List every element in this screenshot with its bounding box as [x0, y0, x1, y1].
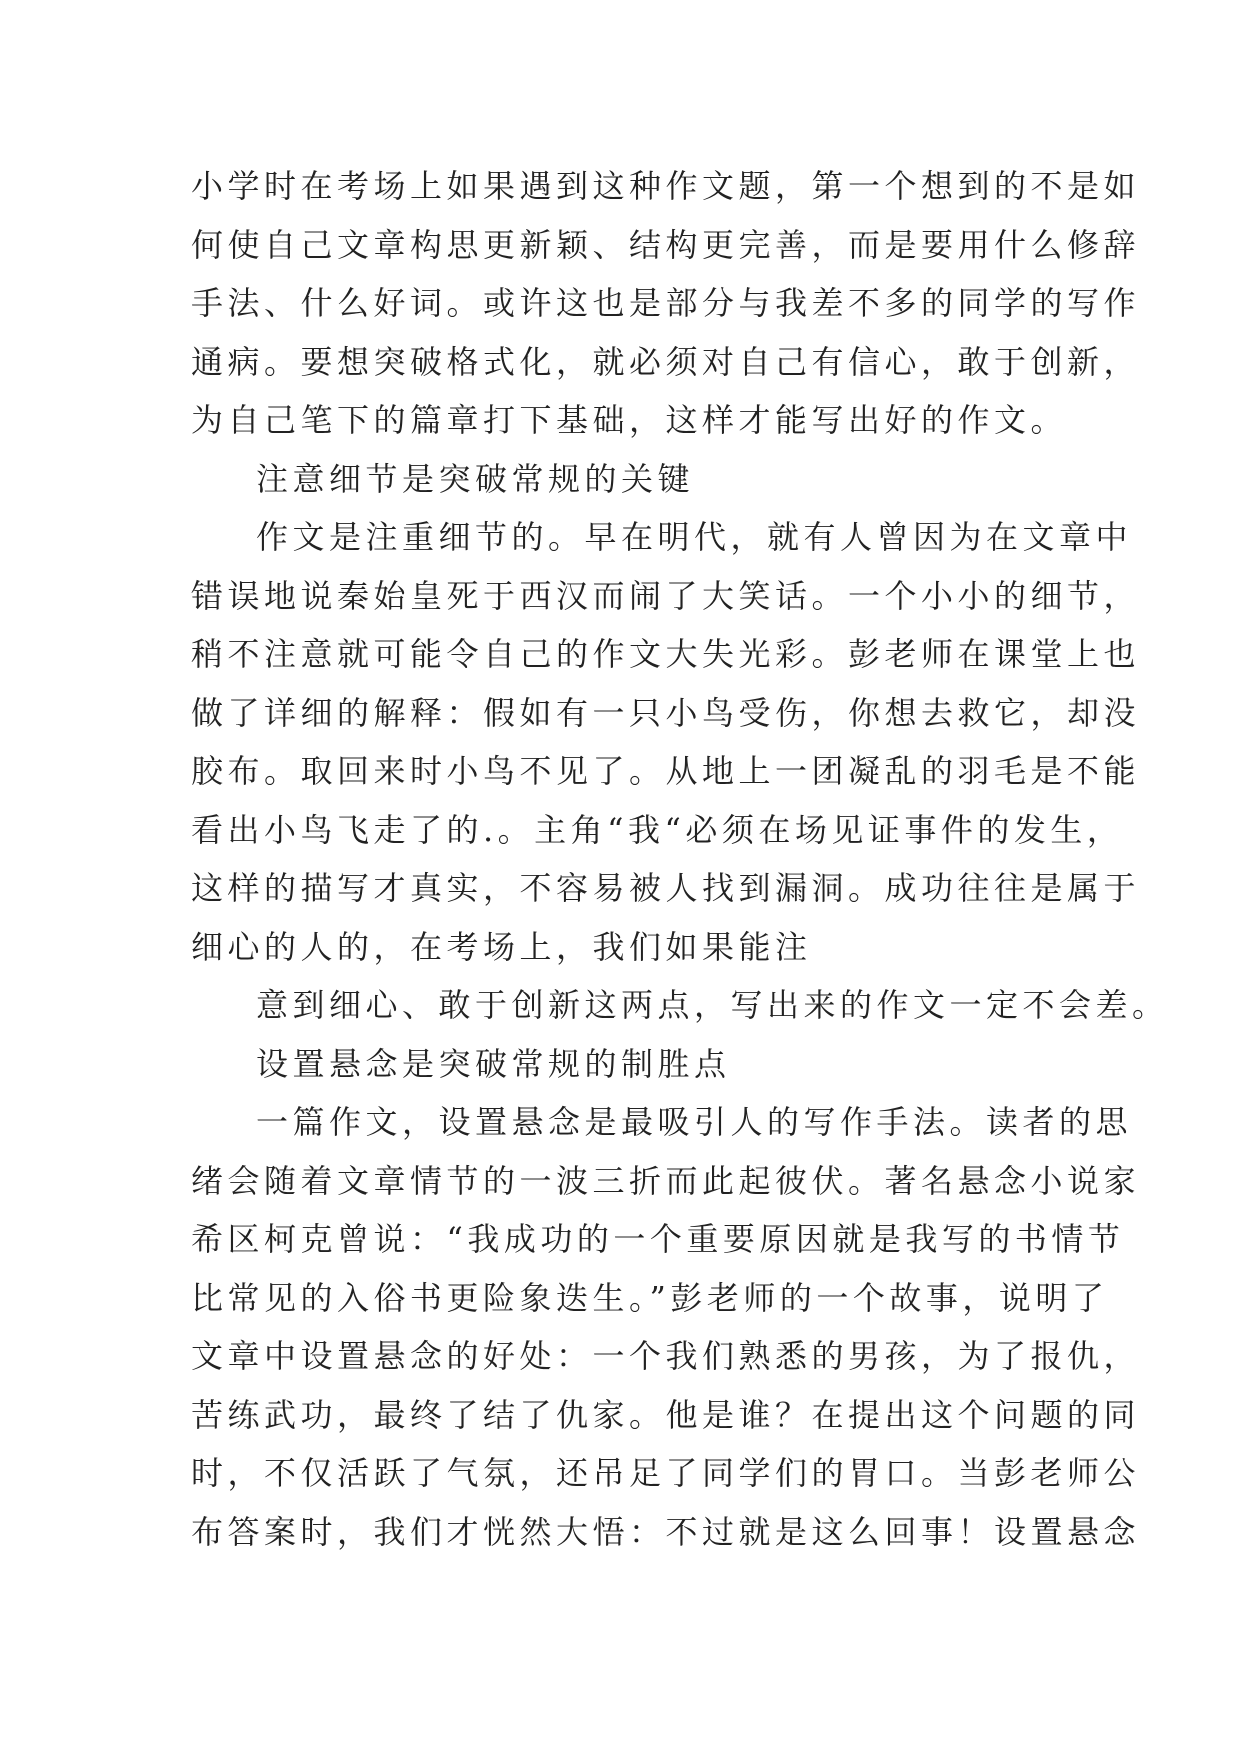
- text-line: 绪会随着文章情节的一波三折而此起彼伏。著名悬念小说家: [191, 1161, 1141, 1200]
- text-line: 文章中设置悬念的好处：一个我们熟悉的男孩，为了报仇，: [191, 1337, 1141, 1375]
- text-line: 稍不注意就可能令自己的作文大失光彩。彭老师在课堂上也: [191, 635, 1141, 673]
- text-line: 看出小鸟飞走了的.。主角“我“必须在场见证事件的发生，: [191, 810, 1124, 849]
- text-line: 一篇作文，设置悬念是最吸引人的写作手法。读者的思: [256, 1103, 1133, 1141]
- text-line: 意到细心、敢于创新这两点，写出来的作文一定不会差。: [256, 986, 1169, 1024]
- section-heading: 注意细节是突破常规的关键: [256, 459, 695, 498]
- text-line: 希区柯克曾说：“我成功的一个重要原因就是我写的书情节: [191, 1220, 1125, 1258]
- section-heading: 设置悬念是突破常规的制胜点: [256, 1044, 731, 1083]
- body-text: [191, 157, 1169, 1561]
- text-line: 做了详细的解释：假如有一只小鸟受伤，你想去救它，却没: [191, 693, 1141, 732]
- text-line: 通病。要想突破格式化，就必须对自己有信心，敢于创新，: [191, 342, 1141, 381]
- text-line: 手法、什么好词。或许这也是部分与我差不多的同学的写作: [191, 284, 1141, 322]
- text-line: 错误地说秦始皇死于西汉而闹了大笑话。一个小小的细节，: [191, 576, 1141, 615]
- text-line: 胶布。取回来时小鸟不见了。从地上一团凝乱的羽毛是不能: [191, 752, 1141, 790]
- text-line: 何使自己文章构思更新颖、结构更完善，而是要用什么修辞: [191, 225, 1141, 264]
- text-line: 这样的描写才真实，不容易被人找到漏洞。成功往往是属于: [191, 869, 1141, 907]
- text-line: 苦练武功，最终了结了仇家。他是谁？在提出这个问题的同: [191, 1395, 1141, 1434]
- text-line: 作文是注重细节的。早在明代，就有人曾因为在文章中: [256, 518, 1133, 556]
- text-line: 为自己笔下的篇章打下基础，这样才能写出好的作文。: [191, 401, 1068, 439]
- text-line: 小学时在考场上如果遇到这种作文题，第一个想到的不是如: [191, 167, 1141, 205]
- text-line: 比常见的入俗书更险象迭生。”彭老师的一个故事，说明了: [191, 1278, 1109, 1317]
- text-line: 时，不仅活跃了气氛，还吊足了同学们的胃口。当彭老师公: [191, 1454, 1141, 1492]
- text-line: 细心的人的，在考场上，我们如果能注: [191, 927, 812, 966]
- text-line: 布答案时，我们才恍然大悟：不过就是这么回事！设置悬念: [191, 1512, 1141, 1551]
